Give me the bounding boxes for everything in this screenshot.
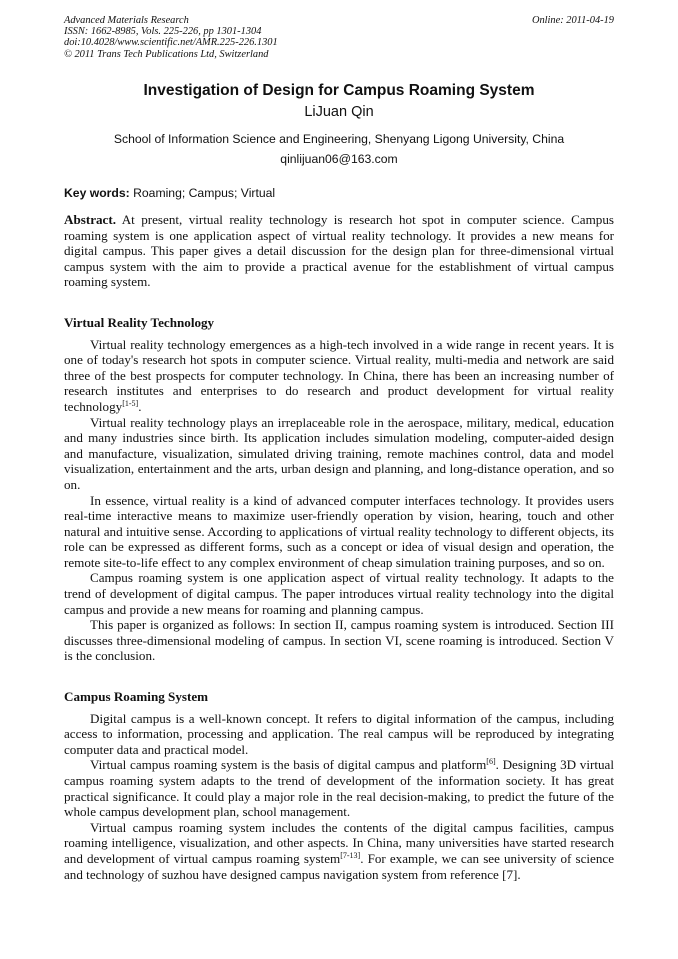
citation: [7-13] — [340, 850, 361, 860]
paragraph-text: Virtual campus roaming system includes the contents of the digital campus facilities, campus roaming intelligence, visualization, and other aspects. In China, many universities have started research and development of virtual campus roaming system — [64, 819, 614, 866]
paragraph: Virtual reality technology plays an irreplaceable role in the aerospace, military, medical, education and many industries since birth. Its application includes simulation modeling, computer-aided design and manufacture, visualization, simulated driving training, remote machines control, data and model visualization, entertainment and the arts, urban design and planning, and long-distance operation, and so on. — [64, 414, 614, 492]
copyright: © 2011 Trans Tech Publications Ltd, Switzerland — [64, 48, 269, 60]
keywords — [64, 186, 275, 200]
keywords-text: Roaming; Campus; Virtual — [129, 186, 276, 200]
paper-title: Investigation of Design for Campus Roaming System — [143, 82, 535, 99]
keywords-label: Key words: — [64, 186, 130, 200]
paragraph: In essence, virtual reality is a kind of advanced computer interfaces technology. It provides users real-time interactive means to maximize user-friendly operation by vision, hearing, touch and other natural and intuitive sense. According to applications of virtual reality technology to different objects, its role can be expressed as different forms, such as a concept or idea of visual design and operation, the remote site-to-life effect to any complex environment of cheap simulation training purposes, and so on. — [64, 492, 614, 570]
paragraph-text: . Designing 3D virtual campus roaming system adapts to the trend of development of the information society. It has great practical significance. It could play a major role in the real decision-making, to predict the future of the whole campus development plan, school management. — [64, 757, 614, 820]
paragraph-text: . — [138, 398, 142, 414]
online-date: Online: 2011-04-19 — [531, 15, 614, 26]
paragraph: Digital campus is a well-known concept. It refers to digital information of the campus, including access to information, processing and application. The real campus will be reproduced by integrating computer data and practical model. — [64, 710, 614, 757]
paragraph-text: . For example, we can see university of science and technology of suzhou have designed campus navigation system from reference [7]. — [64, 850, 614, 882]
paragraph — [64, 820, 614, 882]
paragraph-text: Virtual campus roaming system is the basis of digital campus and platform — [90, 757, 487, 773]
paragraph: This paper is organized as follows: In section II, campus roaming system is introduced. Section III discusses three-dimensional modeling of campus. In section VI, scene roaming is introduced. Section V is the conclusion. — [64, 617, 614, 664]
section-heading: Virtual Reality Technology — [64, 314, 215, 330]
paragraph-text: Virtual reality technology emergences as a high-tech involved in a wide range in recent years. It is one of today's research hot spots in computer science. Virtual reality, multi-media and network are said three of the best prospects for computer technology. In China, there has been an increasing number of research institutes and enterprises to do research and product development for virtual reality technology — [64, 336, 614, 414]
paragraph — [64, 337, 614, 415]
citation: [6] — [486, 757, 496, 767]
doi: doi:10.4028/www.scientific.net/AMR.225-226.1301 — [64, 37, 278, 49]
paper-body — [64, 212, 614, 882]
section-heading: Campus Roaming System — [64, 689, 209, 705]
abstract — [64, 212, 614, 290]
email: qinlijuan06@163.com — [280, 152, 398, 166]
journal-header — [64, 15, 278, 60]
paragraph — [64, 757, 614, 819]
abstract-label: Abstract. — [64, 212, 116, 227]
abstract-text: At present, virtual reality technology is research hot spot in computer science. Campus roaming system is one application aspect of virtual reality technology. It provides a new means for digital campus. This paper gives a detail discussion for the design plan for three-dimensional virtual campus system with the aim to provide a practical avenue for the establishment of virtual campus roaming system. — [64, 212, 614, 290]
author: LiJuan Qin — [304, 104, 374, 120]
paragraph: Campus roaming system is one application aspect of virtual reality technology. It adapts to the trend of development of digital campus. The paper introduces virtual reality technology into the digital campus and provide a new means for roaming and planning campus. — [64, 570, 614, 617]
citation: [1-5] — [122, 398, 139, 408]
affiliation: School of Information Science and Engineering, Shenyang Ligong University, China — [113, 132, 565, 146]
journal-name: Advanced Materials Research — [64, 15, 189, 26]
issn: ISSN: 1662-8985, Vols. 225-226, pp 1301-1304 — [64, 26, 262, 38]
